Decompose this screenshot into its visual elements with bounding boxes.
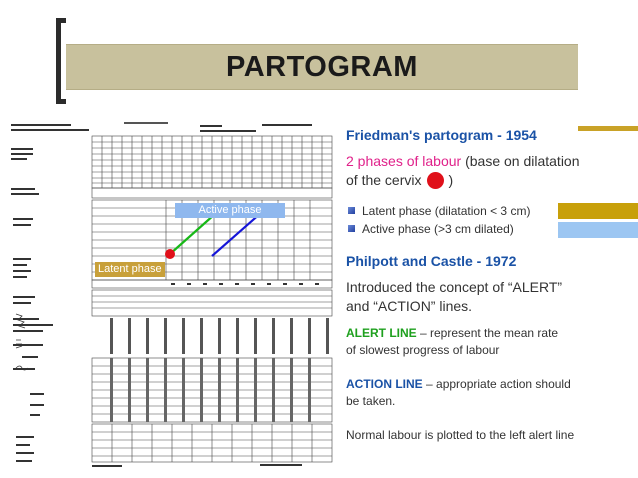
normal-labour-note: Normal labour is plotted to the left alert line (346, 428, 575, 442)
latent-color-swatch (558, 203, 638, 219)
friedman-heading: Friedman's partogram - 1954 (346, 127, 537, 143)
philpott-intro (346, 278, 632, 316)
bullet-square-icon (348, 207, 355, 214)
phases-rest: (base on dilatation (461, 153, 580, 169)
temperature-urine-grid (92, 424, 332, 462)
alert-line-description (346, 325, 632, 359)
slide-title: PARTOGRAM (226, 51, 418, 83)
left-bracket (56, 18, 66, 104)
active-color-swatch (558, 222, 638, 238)
bullet-active-text: Active phase (>3 cm dilated) (362, 222, 514, 236)
cervix-dot (427, 172, 444, 189)
action-line-label: ACTION LINE (346, 377, 423, 391)
phases-highlight: 2 phases of labour (346, 153, 462, 169)
active-phase-label: Active phase (175, 203, 285, 218)
philpott-intro-line2: and “ACTION” lines. (346, 298, 473, 314)
phase-bullet-list (346, 202, 632, 238)
chart-header-scribbles (11, 122, 312, 467)
bullet-square-icon (348, 225, 355, 232)
fetal-heart-rate-grid (92, 136, 332, 188)
handwritten-notes (16, 314, 28, 370)
cervix-close: ) (448, 172, 454, 188)
phases-paragraph (346, 152, 632, 190)
hours-strip (92, 280, 332, 288)
latent-phase-label: Latent phase (95, 262, 165, 277)
right-text-column (346, 126, 632, 444)
liquor-strip (92, 188, 332, 198)
title-bar (66, 44, 578, 90)
cervix-text: of the cervix (346, 172, 422, 188)
drug-stripes (110, 318, 329, 354)
alert-line-text2: of slowest progress of labour (346, 343, 500, 357)
contraction-grid (92, 290, 332, 316)
bullet-latent-text: Latent phase (dilatation < 3 cm) (362, 204, 531, 218)
philpott-heading: Philpott and Castle - 1972 (346, 253, 517, 269)
partogram-image (10, 118, 340, 472)
alert-line-label: ALERT LINE (346, 326, 417, 340)
action-line (212, 212, 262, 256)
alert-line-text: – represent the mean rate (416, 326, 559, 340)
start-point-dot (165, 249, 175, 259)
action-line-description (346, 376, 632, 410)
action-line-text2: be taken. (346, 394, 396, 408)
hour-number-marks (171, 283, 319, 285)
partogram-drawing (10, 118, 340, 472)
philpott-intro-line1: Introduced the concept of “ALERT” (346, 279, 563, 295)
action-line-text: – appropriate action should (422, 377, 571, 391)
